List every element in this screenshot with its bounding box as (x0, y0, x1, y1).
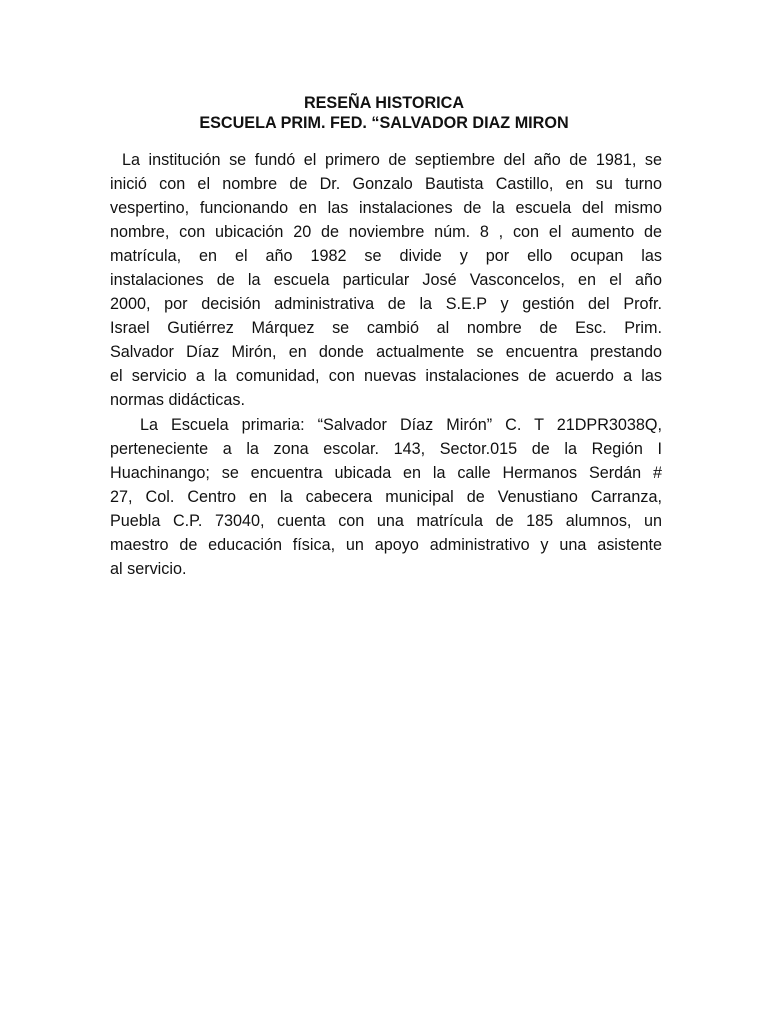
paragraph-line: matrícula, en el año 1982 se divide y por ello ocupan las (110, 247, 662, 265)
heading-title: RESEÑA HISTORICA (303, 94, 465, 112)
paragraph-line: Huachinango; se encuentra ubicada en la calle Hermanos Serdán # (110, 464, 662, 482)
paragraph-line: nombre, con ubicación 20 de noviembre núm. 8 , con el aumento de (110, 223, 662, 241)
paragraph-history (110, 148, 662, 412)
paragraph-school-details (110, 413, 662, 581)
heading-school-name: ESCUELA PRIM. FED. “SALVADOR DIAZ MIRON (199, 114, 569, 132)
paragraph-line: La institución se fundó el primero de septiembre del año de 1981, se (122, 151, 662, 169)
paragraph-line: Salvador Díaz Mirón, en donde actualmente se encuentra prestando (110, 343, 662, 361)
paragraph-line: Puebla C.P. 73040, cuenta con una matrícula de 185 alumnos, un (110, 512, 662, 530)
paragraph-line: al servicio. (110, 560, 187, 578)
paragraph-line: instalaciones de la escuela particular José Vasconcelos, en el año (110, 271, 662, 289)
paragraph-line: La Escuela primaria: “Salvador Díaz Mirón” C. T 21DPR3038Q, (140, 416, 662, 434)
paragraph-line: Israel Gutiérrez Márquez se cambió al nombre de Esc. Prim. (110, 319, 662, 337)
paragraph-line: 2000, por decisión administrativa de la S.E.P y gestión del Profr. (110, 295, 662, 313)
document-heading (0, 93, 768, 133)
paragraph-line: maestro de educación física, un apoyo administrativo y una asistente (110, 536, 662, 554)
paragraph-line: 27, Col. Centro en la cabecera municipal de Venustiano Carranza, (110, 488, 662, 506)
paragraph-line: vespertino, funcionando en las instalaciones de la escuela del mismo (110, 199, 662, 217)
paragraph-line: inició con el nombre de Dr. Gonzalo Bautista Castillo, en su turno (110, 175, 662, 193)
paragraph-line: el servicio a la comunidad, con nuevas instalaciones de acuerdo a las (110, 367, 662, 385)
document-body (110, 148, 662, 581)
paragraph-line: perteneciente a la zona escolar. 143, Sector.015 de la Región I (110, 440, 662, 458)
paragraph-line: normas didácticas. (110, 391, 245, 409)
